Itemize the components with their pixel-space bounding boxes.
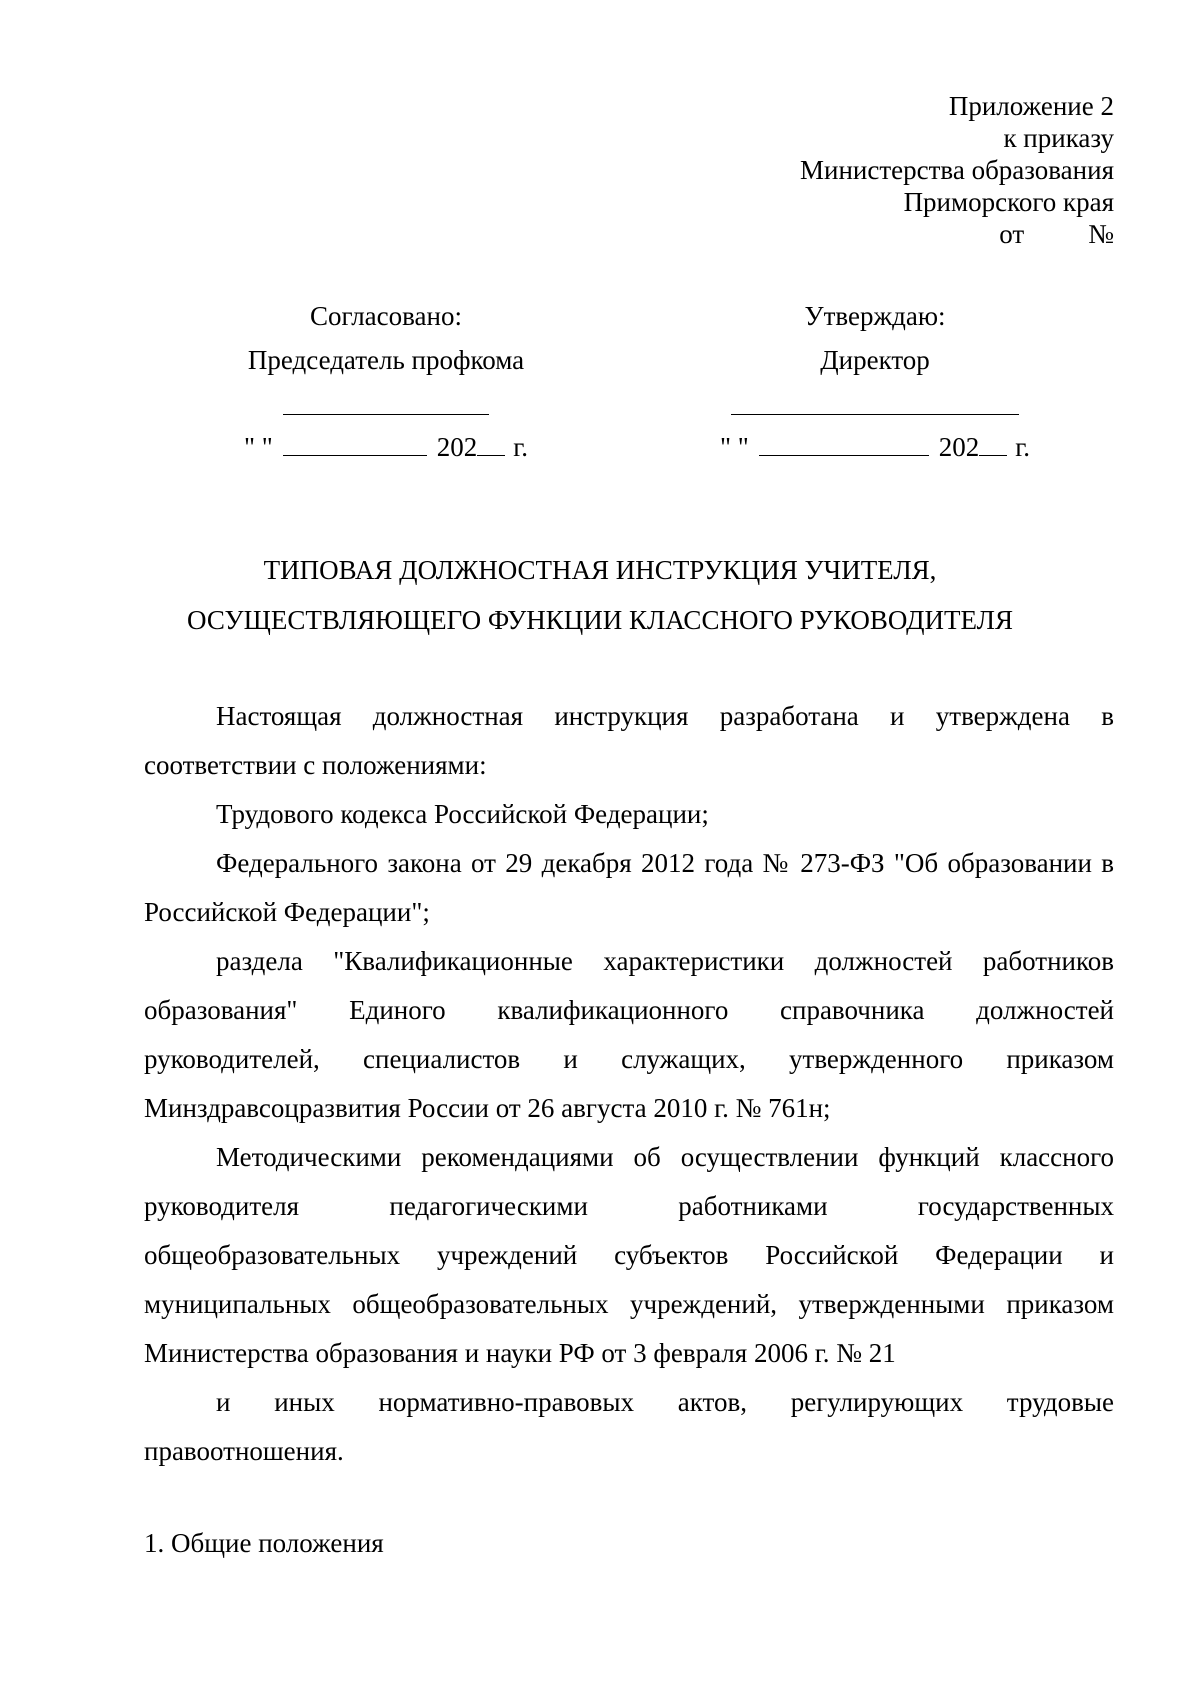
agreed-year-suffix: г. <box>513 432 529 462</box>
agreed-year-blank <box>477 433 505 456</box>
approval-agreed <box>176 300 596 463</box>
document-title <box>130 545 1070 645</box>
approval-approved <box>665 300 1085 463</box>
approved-date-blank <box>759 433 929 456</box>
agreed-date-blank <box>283 433 427 456</box>
approved-date-row <box>665 431 1085 463</box>
appendix-region: Приморского края <box>903 187 1114 217</box>
approved-year-blank <box>979 433 1007 456</box>
approved-heading: Утверждаю: <box>804 301 946 331</box>
body-paragraph: Настоящая должностная инструкция разработана и утверждена в соответствии с положениями: <box>144 701 1114 780</box>
document-body <box>144 692 1114 1476</box>
appendix-title: Приложение 2 <box>948 91 1114 121</box>
approved-year: 202 <box>938 432 980 462</box>
body-paragraph: и иных нормативно-правовых актов, регулирующих трудовые правоотношения. <box>144 1387 1114 1466</box>
appendix-number-label: № <box>1088 219 1114 249</box>
agreed-date-quotes: " " <box>243 432 273 462</box>
agreed-position: Председатель профкома <box>247 345 525 375</box>
approved-position: Директор <box>820 345 930 375</box>
appendix-date-number-row <box>800 218 1114 250</box>
body-paragraph: раздела "Квалификационные характеристики должностей работников образования" Единого квалификационного справочника должностей руководителей, специалистов и служащих, утвержденного приказом Минздравсоцразвития России от 26 августа 2010 г. № 761н; <box>144 946 1114 1123</box>
document-title-line-1: ТИПОВАЯ ДОЛЖНОСТНАЯ ИНСТРУКЦИЯ УЧИТЕЛЯ, <box>263 555 937 585</box>
body-paragraph: Методическими рекомендациями об осуществлении функций классного руководителя педагогическими работниками государственных общеобразовательных учреждений субъектов Российской Федерации и муниципальных общеобразовательных учреждений, утвержденными приказом Министерства образования и науки РФ от 3 февраля 2006 г. № 21 <box>144 1142 1114 1368</box>
section-heading: 1. Общие положения <box>144 1528 384 1558</box>
body-paragraph: Трудового кодекса Российской Федерации; <box>216 799 709 829</box>
appendix-from-label: от <box>999 219 1025 249</box>
approved-date-quotes: " " <box>719 432 749 462</box>
agreed-date-row <box>176 431 596 463</box>
appendix-order-ref: к приказу <box>1003 123 1114 153</box>
appendix-ministry: Министерства образования <box>800 155 1114 185</box>
approved-year-suffix: г. <box>1015 432 1031 462</box>
body-paragraph: Федерального закона от 29 декабря 2012 года № 273-ФЗ "Об образовании в Российской Федерации"; <box>144 848 1114 927</box>
appendix-block <box>800 90 1114 250</box>
agreed-year: 202 <box>436 432 478 462</box>
agreed-signature-line <box>283 414 489 415</box>
approved-signature-line <box>731 414 1019 415</box>
document-title-line-2: ОСУЩЕСТВЛЯЮЩЕГО ФУНКЦИИ КЛАССНОГО РУКОВОДИТЕЛЯ <box>187 605 1013 635</box>
agreed-heading: Согласовано: <box>310 301 462 331</box>
